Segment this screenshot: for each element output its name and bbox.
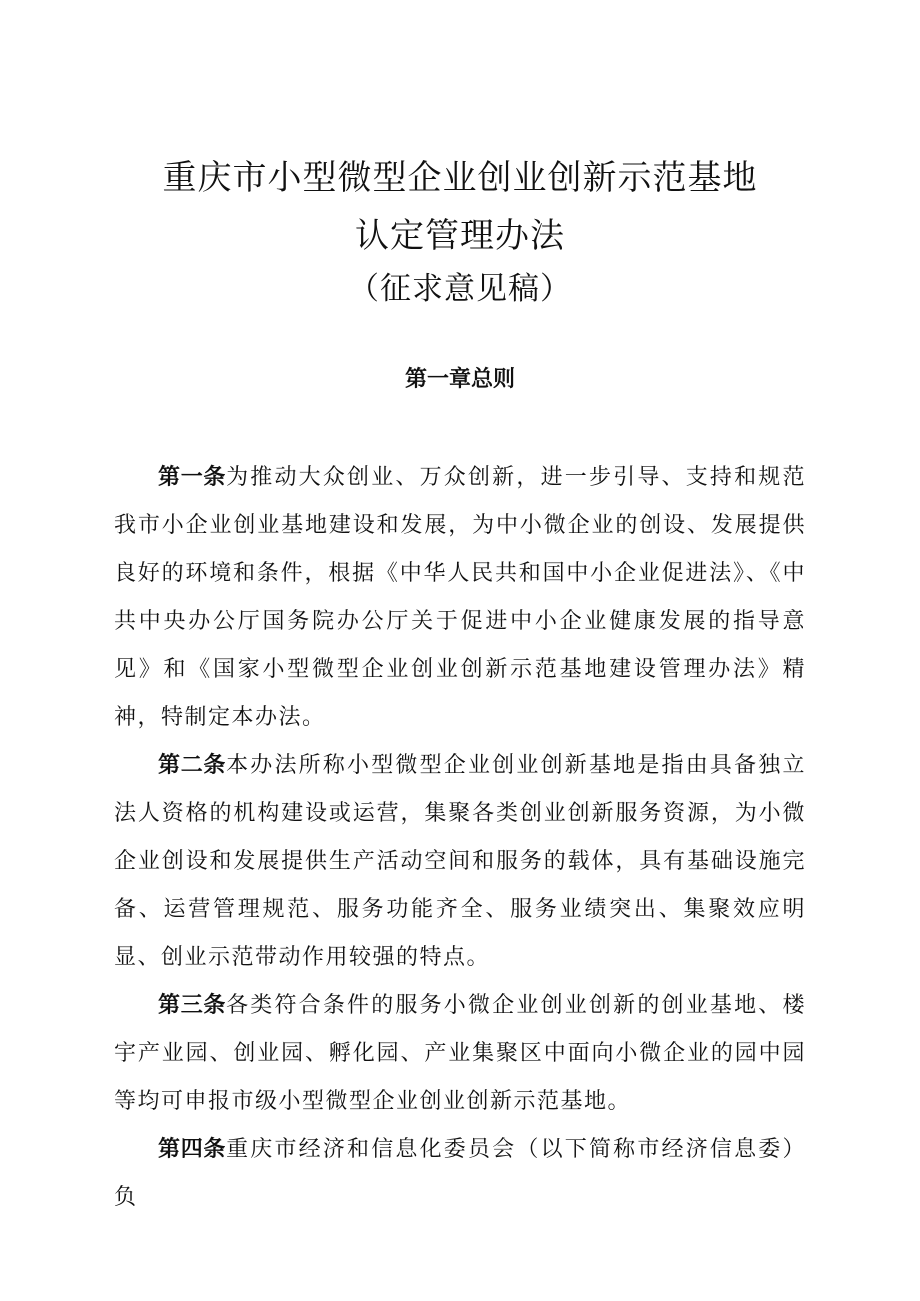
article-2-heading: 第二条 (158, 753, 227, 778)
document-title-line2: 认定管理办法 (355, 216, 565, 256)
article-1 (114, 454, 806, 742)
article-4-text: 重庆市经济和信息化委员会（以下简称市经济信息委）负 (114, 1137, 806, 1210)
article-3-heading: 第三条 (158, 993, 227, 1018)
article-2 (114, 742, 806, 982)
document-subtitle: （征求意见稿） (348, 271, 572, 307)
article-2-text: 本办法所称小型微型企业创业创新基地是指由具备独立法人资格的机构建设或运营，集聚各类创业创新服务资源，为小微企业创设和发展提供生产活动空间和服务的载体，具有基础设施完备、运营管理规范、服务功能齐全、服务业绩突出、集聚效应明显、创业示范带动作用较强的特点。 (114, 753, 806, 970)
chapter-heading: 第一章总则 (404, 367, 515, 392)
article-1-heading: 第一条 (158, 465, 227, 490)
article-3 (114, 982, 806, 1126)
article-4-heading: 第四条 (158, 1137, 227, 1162)
article-1-text: 为推动大众创业、万众创新，进一步引导、支持和规范我市小企业创业基地建设和发展，为中小微企业的创设、发展提供良好的环境和条件，根据《中华人民共和国中小企业促进法》、《中共中央办公厅国务院办公厅关于促进中小企业健康发展的指导意见》和《国家小型微型企业创业创新示范基地建设管理办法》精神，特制定本办法。 (114, 465, 806, 730)
article-3-text: 各类符合条件的服务小微企业创业创新的创业基地、楼宇产业园、创业园、孵化园、产业集聚区中面向小微企业的园中园等均可申报市级小型微型企业创业创新示范基地。 (114, 993, 806, 1114)
document-title-line1: 重庆市小型微型企业创业创新示范基地 (162, 158, 758, 198)
article-4 (114, 1126, 806, 1222)
